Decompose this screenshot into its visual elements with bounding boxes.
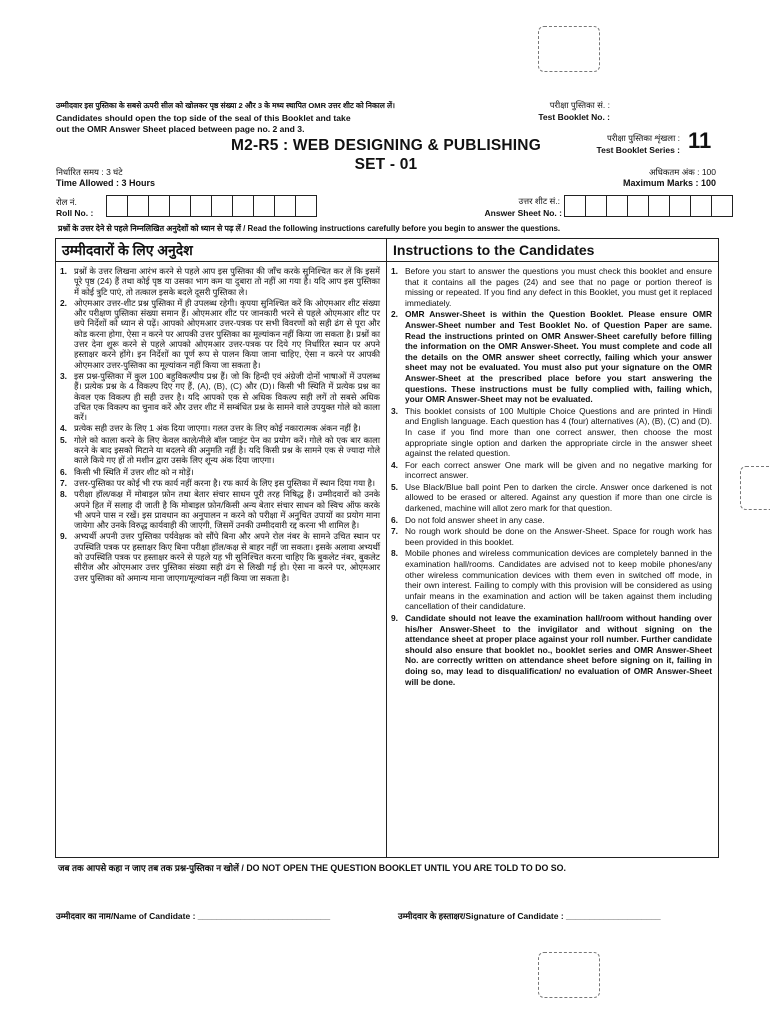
instruction-item bbox=[391, 515, 712, 526]
instruction-number: 9. bbox=[391, 613, 398, 623]
hindi-column bbox=[56, 239, 387, 857]
series-label: Test Booklet Series : bbox=[596, 145, 680, 155]
instruction-number: 6. bbox=[60, 466, 67, 477]
do-not-open-warning: जब तक आपसे कहा न जाए तब तक प्रश्न-पुस्तिका न खोलें / DO NOT OPEN THE QUESTION BOOKLET UNTIL YOU ARE TOLD TO DO SO. bbox=[58, 863, 566, 873]
answer-sheet-hindi: उत्तर शीट सं.: bbox=[518, 196, 560, 206]
instruction-number: 8. bbox=[60, 489, 67, 500]
instruction-text: किसी भी स्थिति में उत्तर शीट को न मोड़ें। bbox=[74, 466, 194, 477]
instruction-number: 6. bbox=[391, 514, 398, 525]
instruction-text: गोले को काला करने के लिए केवल काले/नीले बॉल प्वाइंट पेन का प्रयोग करें। गोले को एक बार काला करने के बाद इसको मिटाने या बदलने की अनुमति नहीं है। यदि किसी प्रश्न के सामने एक से ज्यादा गोले काले किये गए हों तो मशीन द्वारा उसके लिए शून्य अंक दिया जाएगा। bbox=[74, 434, 380, 466]
roll-box[interactable] bbox=[169, 195, 191, 217]
instruction-number: 2. bbox=[60, 297, 67, 308]
instruction-item bbox=[60, 266, 380, 297]
paper-title: M2-R5 : WEB DESIGNING & PUBLISHING bbox=[231, 137, 541, 154]
roll-hindi: रोल नं. bbox=[56, 197, 77, 207]
english-instructions-list bbox=[387, 262, 718, 687]
instruction-text: OMR Answer-Sheet is within the Question Booklet. Please ensure OMR Answer-Sheet number and Test Booklet No. of Question Paper are same. Read the instructions printed on OMR Answer-Sheet carefully before filling the information on the OMR Answer-Sheet. You must complete and code all the details on the OMR answer sheet correctly, failing which your answer sheet may not be evaluated. You must also put your signature on the OMR Answer-Sheet at the prescribed place before you start answering the questions. These instructions must be fully complied with, failing which, your OMR Answer-Sheet may not be evaluated. bbox=[405, 309, 712, 405]
instruction-number: 4. bbox=[391, 459, 398, 470]
booklet-no-hindi: परीक्षा पुस्तिका सं. : bbox=[549, 100, 610, 110]
roll-box[interactable] bbox=[127, 195, 149, 217]
roll-box[interactable] bbox=[148, 195, 170, 217]
answer-box[interactable] bbox=[648, 195, 670, 217]
roll-box[interactable] bbox=[190, 195, 212, 217]
instruction-item bbox=[391, 266, 712, 308]
marks-hindi: अधिकतम अंक : 100 bbox=[648, 167, 716, 177]
instruction-text: ओएमआर उत्तर-शीट प्रश्न पुस्तिका में ही उपलब्ध रहेगी। कृपया सुनिश्चित करें कि ओएमआर शीट संख्या और परीक्षण पुस्तिका संख्या समान हैं। ओएमआर शीट पर जानकारी भरने से पहले ओएमआर शीट पर छपे निर्देशों को ध्यान से पढ़ें। आपको ओएमआर उत्तर-पत्रक पर सभी विवरणों को सही ढंग से पूरा और कोड करना होगा, ऐसा न करने पर आपकी उत्तर पुस्तिका का मूल्यांकन नहीं किया जा सकता है। प्रश्नों का उत्तर देना शुरू करने से पहले आपको ओएमआर उत्तर-पत्रक पर दिये गए निर्धारित स्थान पर अपने हस्ताक्षर करने होंगे। इन निर्देशों का पूर्ण रूप से पालन किया जाना चाहिए, ऐसा न करने पर आपकी ओएमआर उत्तर-पुस्तिका का मूल्यांकन नहीं किया जा सकता है। bbox=[74, 297, 380, 370]
roll-box[interactable] bbox=[253, 195, 275, 217]
instruction-item bbox=[391, 482, 712, 514]
instruction-text: Do not fold answer sheet in any case. bbox=[405, 514, 545, 525]
seal-bottom bbox=[538, 952, 600, 998]
series-hindi: परीक्षा पुस्तिका शृंखला : bbox=[607, 133, 680, 143]
instruction-text: प्रत्येक सही उत्तर के लिए 1 अंक दिया जाएगा। गलत उत्तर के लिए कोई नकारात्मक अंकन नहीं है। bbox=[74, 423, 361, 434]
answer-sheet-label: Answer Sheet No. : bbox=[484, 208, 562, 218]
instruction-number: 1. bbox=[60, 266, 67, 276]
instruction-text: इस प्रश्न-पुस्तिका में कुल 100 बहुविकल्पीय प्रश्न हैं। जो कि हिन्दी एवं अंग्रेजी दोनों भाषाओं में उपलब्ध हैं। प्रत्येक प्रश्न के 4 विकल्प दिए गए हैं, (A), (B), (C) और (D)। किसी भी स्थिति में प्रत्येक प्रश्न का केवल एक विकल्प ही सही उत्तर है। यदि आपको एक से अधिक विकल्प सही लगें तो सबसे अधिक उचित एक विकल्प का चुनाव करें और उत्तर शीट में सम्बंधित प्रश्न के सामने वाले उपयुक्त गोले को काला करें। bbox=[74, 370, 380, 423]
instruction-item bbox=[391, 309, 712, 404]
answer-box[interactable] bbox=[690, 195, 712, 217]
instruction-text: अभ्यर्थी अपनी उत्तर पुस्तिका पर्यवेक्षक को सौंपे बिना और अपने रोल नंबर के सामने उचित स्थान पर उपस्थिति पत्रक पर हस्ताक्षर किए बिना परीक्षा हॉल/कक्ष से बाहर नहीं जा सकता। इसके अलावा अभ्यर्थी को उपस्थिति पत्रक पर हस्ताक्षर करने से पहले यह भी सुनिश्चित करना चाहिए कि बुकलेट नंबर, बुकलेट सीरीज और ओएमआर उत्तर पुस्तिका संख्या सही ढंग से लिखी गई हो। ऐसा ना करने पर, ओएमआर उत्तर पुस्तिका को अमान्य माना जाएगा/मूल्यांकन नहीं किया जा सकता है। bbox=[74, 531, 380, 583]
instruction-number: 2. bbox=[391, 309, 398, 320]
roll-box[interactable] bbox=[232, 195, 254, 217]
instruction-item bbox=[60, 478, 380, 488]
instruction-number: 7. bbox=[391, 526, 398, 537]
instruction-item bbox=[391, 613, 712, 687]
seal-top bbox=[538, 26, 600, 72]
marks-label: Maximum Marks : 100 bbox=[622, 178, 716, 188]
instruction-text: Mobile phones and wireless communication devices are completely banned in the examination hall/rooms. Candidates are advised not to keep mobile phones/any other wireless communication devices with them even in switched off mode, in their own interest. Failing to comply with this provision will be considered as using unfair means in the examination and action will be taken against them including cancellation of their candidature. bbox=[405, 548, 712, 612]
answer-box[interactable] bbox=[564, 195, 586, 217]
instruction-number: 8. bbox=[391, 548, 398, 559]
answer-sheet-boxes[interactable] bbox=[565, 195, 733, 217]
instruction-item bbox=[60, 371, 380, 422]
instruction-item bbox=[60, 423, 380, 433]
instruction-text: उत्तर-पुस्तिका पर कोई भी रफ कार्य नहीं करना है। रफ कार्य के लिए इस पुस्तिका में स्थान दिया गया है। bbox=[74, 477, 376, 488]
instruction-text: प्रश्नों के उत्तर लिखना आरंभ करने से पहले आप इस पुस्तिका की जाँच करके सुनिश्चित कर लें कि इसमें पूरे पृष्ठ (24) हैं तथा कोई पृष्ठ या उसका भाग कम या दुबारा तो नहीं आ गया है। यदि आप इस पुस्तिका में कोई त्रुटि पाएं, तो तत्काल इसके बदले दूसरी पुस्तिका ले। bbox=[74, 266, 380, 297]
hindi-instructions-list bbox=[56, 262, 386, 583]
hindi-heading: उम्मीदवारों के लिए अनुदेश bbox=[56, 239, 386, 262]
instructions-panel bbox=[55, 238, 719, 858]
seal-right bbox=[740, 466, 770, 510]
instruction-text: Before you start to answer the questions you must check this booklet and ensure that it contains all the pages (24) and see that no page or portion thereof is missing or repeated. If you find any defect in this Booklet, you must get it replaced immediately. bbox=[405, 266, 712, 308]
instruction-number: 7. bbox=[60, 477, 67, 488]
seal-note-english-2: out the OMR Answer Sheet placed between page no. 2 and 3. bbox=[56, 124, 305, 134]
candidate-signature-field[interactable]: उम्मीदवार के हस्ताक्षर/Signature of Candidate : ____________________ bbox=[398, 911, 661, 921]
instruction-text: परीक्षा हॉल/कक्ष में मोबाइल फ़ोन तथा बेतार संचार साधन पूरी तरह निषिद्ध हैं। उम्मीदवारों को उनके अपने हित में सलाह दी जाती है कि मोबाइल फ़ोन/किसी अन्य बेतार संचार साधन को स्विच ऑफ करके भी अपने पास न रखें। इस प्रावधान का अनुपालन न करने को परीक्षा में अनुचित उपायों का प्रयोग माना जायेगा और उनके विरुद्ध कार्यवाही की जाएगी, जिसमें उनकी उम्मीदवारी रद्द करना भी शामिल है। bbox=[74, 489, 380, 531]
english-column bbox=[387, 239, 718, 857]
instruction-text: This booklet consists of 100 Multiple Choice Questions and are printed in Hindi and English language. Each question has 4 (four) alternatives (A), (B), (C) and (D). In case if you find more than one correct answer, then choose the most appropriate single option and darken the appropriate circle in the answer sheet against the related question. bbox=[405, 405, 712, 459]
instruction-number: 3. bbox=[60, 370, 67, 381]
seal-note-hindi: उम्मीदवार इस पुस्तिका के सबसे ऊपरी सील को खोलकर पृष्ठ संख्या 2 और 3 के मध्य स्थापित OMR उत्तर शीट को निकाल लें। bbox=[56, 101, 396, 110]
instruction-item bbox=[391, 548, 712, 612]
roll-box[interactable] bbox=[295, 195, 317, 217]
time-hindi: निर्धारित समय : 3 घंटे bbox=[56, 167, 123, 177]
set-number: SET - 01 bbox=[354, 156, 418, 173]
roll-box[interactable] bbox=[211, 195, 233, 217]
time-label: Time Allowed : 3 Hours bbox=[56, 178, 156, 188]
instruction-text: Candidate should not leave the examination hall/room without handing over his/her Answer-Sheet to the invigilator and without signing on the attendance sheet at proper place against your roll number. Further candidate should also ensure that booklet no., booklet series and OMR Answer-Sheet No. are correctly written on attendance sheet before signing on it, failing in doing so, may lead to disqualification/ no evaluation of OMR Answer-Sheet will be done. bbox=[405, 613, 712, 687]
instruction-number: 3. bbox=[391, 405, 398, 416]
read-instructions-line: प्रश्नों के उत्तर देने से पहले निम्नलिखित अनुदेशों को ध्यान से पढ़ लें / Read the following instructions carefully before you begin to answer the questions. bbox=[58, 224, 561, 233]
instruction-text: No rough work should be done on the Answer-Sheet. Space for rough work has been provided in this booklet. bbox=[405, 526, 712, 547]
answer-box[interactable] bbox=[585, 195, 607, 217]
instruction-item bbox=[60, 298, 380, 370]
roll-box[interactable] bbox=[106, 195, 128, 217]
answer-box[interactable] bbox=[606, 195, 628, 217]
instruction-item bbox=[60, 467, 380, 477]
roll-label: Roll No. : bbox=[56, 208, 94, 218]
instruction-number: 4. bbox=[60, 423, 67, 434]
instruction-item bbox=[391, 406, 712, 459]
instruction-number: 5. bbox=[391, 481, 398, 492]
instruction-item bbox=[391, 460, 712, 481]
instruction-text: For each correct answer One mark will be given and no negative marking for incorrect answer. bbox=[405, 459, 712, 481]
answer-box[interactable] bbox=[627, 195, 649, 217]
instruction-item bbox=[60, 435, 380, 466]
roll-number-boxes[interactable] bbox=[107, 195, 317, 217]
candidate-name-field[interactable]: उम्मीदवार का नाम/Name of Candidate : ____________________________ bbox=[56, 911, 331, 921]
answer-box[interactable] bbox=[711, 195, 733, 217]
instruction-number: 1. bbox=[391, 266, 398, 276]
instruction-item bbox=[60, 531, 380, 582]
seal-note-english-1: Candidates should open the top side of the seal of this Booklet and take bbox=[56, 113, 351, 123]
answer-box[interactable] bbox=[669, 195, 691, 217]
instruction-number: 5. bbox=[60, 434, 67, 445]
instruction-number: 9. bbox=[60, 531, 67, 542]
instruction-item bbox=[391, 526, 712, 547]
english-heading: Instructions to the Candidates bbox=[387, 239, 718, 262]
instruction-text: Use Black/Blue ball point Pen to darken the circle. Answer once darkened is not allowed to be erased or altered. Against any question if more than one circle is darkened, machine will allot zero mark for that question. bbox=[405, 481, 712, 514]
roll-box[interactable] bbox=[274, 195, 296, 217]
booklet-no-label: Test Booklet No. : bbox=[538, 112, 610, 122]
series-value: 11 bbox=[688, 128, 712, 153]
instruction-item bbox=[60, 489, 380, 530]
